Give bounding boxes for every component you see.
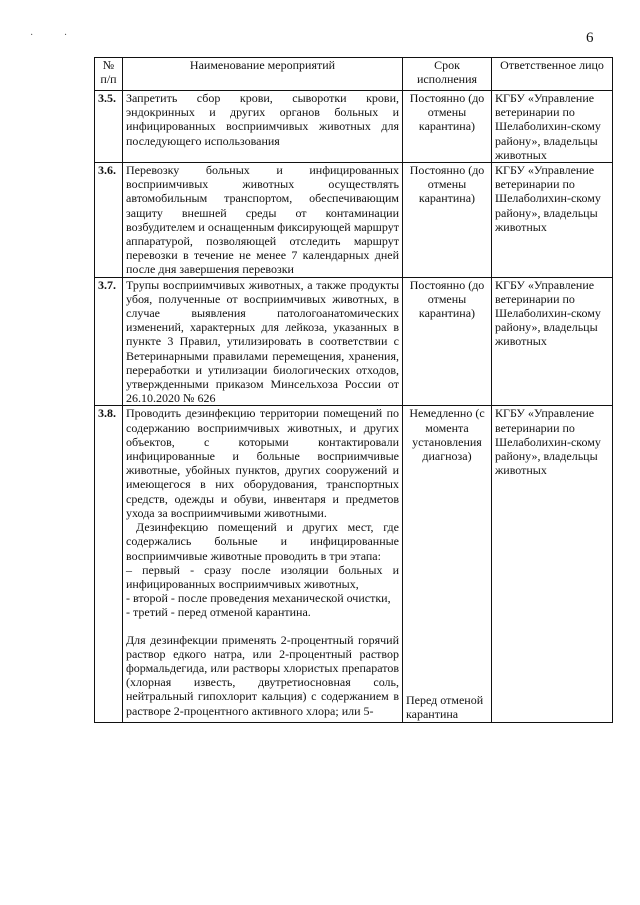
measure-paragraph: - третий - перед отменой карантина. xyxy=(126,605,311,620)
row-number: 3.6. xyxy=(95,163,123,278)
row-measure-text: Запретить сбор крови, сыворотки крови, эндокринных и других органов больных и инфицированных восприимчивых животных для последующего использования xyxy=(123,91,403,163)
table-row xyxy=(95,91,613,163)
row-number: 3.5. xyxy=(95,91,123,163)
row-term: Постоянно (до отмены карантина) xyxy=(403,277,492,406)
row-number: 3.7. xyxy=(95,277,123,406)
row-term xyxy=(403,406,492,722)
header-term: Срок исполнения xyxy=(403,58,492,91)
row-term: Постоянно (до отмены карантина) xyxy=(403,163,492,278)
row-responsible: КГБУ «Управление ветеринарии по Шелаболихин-скому району», владельцы животных xyxy=(492,91,613,163)
row-responsible: КГБУ «Управление ветеринарии по Шелаболихин-скому району», владельцы животных xyxy=(492,406,613,722)
table-row xyxy=(95,406,613,722)
row-measure-text: Перевозку больных и инфицированных восприимчивых животных осуществлять автомобильным транспортом, обеспечивающим защиту внешней среды от контаминации возбудителем и оснащенным фиксирующей маршрут аппаратурой, позволяющей отследить маршрут перевозки в течение не менее 7 календарных дней после дня завершения перевозки xyxy=(123,163,403,278)
row-measure-text xyxy=(123,406,403,722)
row-measure-text: Трупы восприимчивых животных, а также продукты убоя, полученные от восприимчивых животных, в случае выявления патологоанатомических изменений, характерных для лейкоза, указанных в пункте 3 Правил, утилизировать в соответствии с Ветеринарными правилами перемещения, хранения, переработки и утилизации биологических отходов, утвержденными приказом Минсельхоза России от 26.10.2020 № 626 xyxy=(123,277,403,406)
term-before-quarantine-end: Перед отменой карантина xyxy=(406,693,484,722)
page-number: 6 xyxy=(586,30,594,46)
table-row xyxy=(95,277,613,406)
measure-paragraph: Дезинфекцию помещений и других мест, где содержались больные и инфицированные восприимчивые животные проводить в три этапа: xyxy=(126,520,399,563)
header-name: Наименование мероприятий xyxy=(123,58,403,91)
row-number: 3.8. xyxy=(95,406,123,722)
measure-paragraph: Для дезинфекции применять 2-процентный горячий раствор едкого натра, или 2-процентный раствор формальдегида, или растворы хлористых препаратов (хлорная известь, двутретиосновная соль, нейтральный гипохлорит кальция) с содержанием в растворе 2-процентного активного хлора; или 5- xyxy=(126,632,399,718)
paragraph-spacer xyxy=(126,620,399,633)
table-header-row xyxy=(95,58,613,91)
row-term: Постоянно (до отмены карантина) xyxy=(403,91,492,163)
measures-table xyxy=(94,57,613,723)
measure-paragraph: – первый - сразу после изоляции больных и инфицированных восприимчивых животных, xyxy=(126,562,399,591)
row-responsible: КГБУ «Управление ветеринарии по Шелаболихин-скому району», владельцы животных xyxy=(492,163,613,278)
term-gap xyxy=(406,463,488,693)
term-immediate: Немедленно (с момента установления диагноза) xyxy=(409,406,485,464)
row-responsible: КГБУ «Управление ветеринарии по Шелаболихин-скому району», владельцы животных xyxy=(492,277,613,406)
table-row xyxy=(95,163,613,278)
corner-marks: · · xyxy=(30,30,82,41)
header-responsible: Ответственное лицо xyxy=(492,58,613,91)
header-num: № п/п xyxy=(95,58,123,91)
measure-paragraph: Проводить дезинфекцию территории помещений по содержанию восприимчивых животных, и других объектов, с которыми контактировали инфицированные и больные восприимчивые животные, убойных пунктов, других сооружений и имеющегося в них оборудования, транспортных средств, одежды и обуви, инвентаря и предметов ухода за восприимчивыми животными. xyxy=(126,406,399,520)
measure-paragraph: - второй - после проведения механической очистки, xyxy=(126,591,391,606)
